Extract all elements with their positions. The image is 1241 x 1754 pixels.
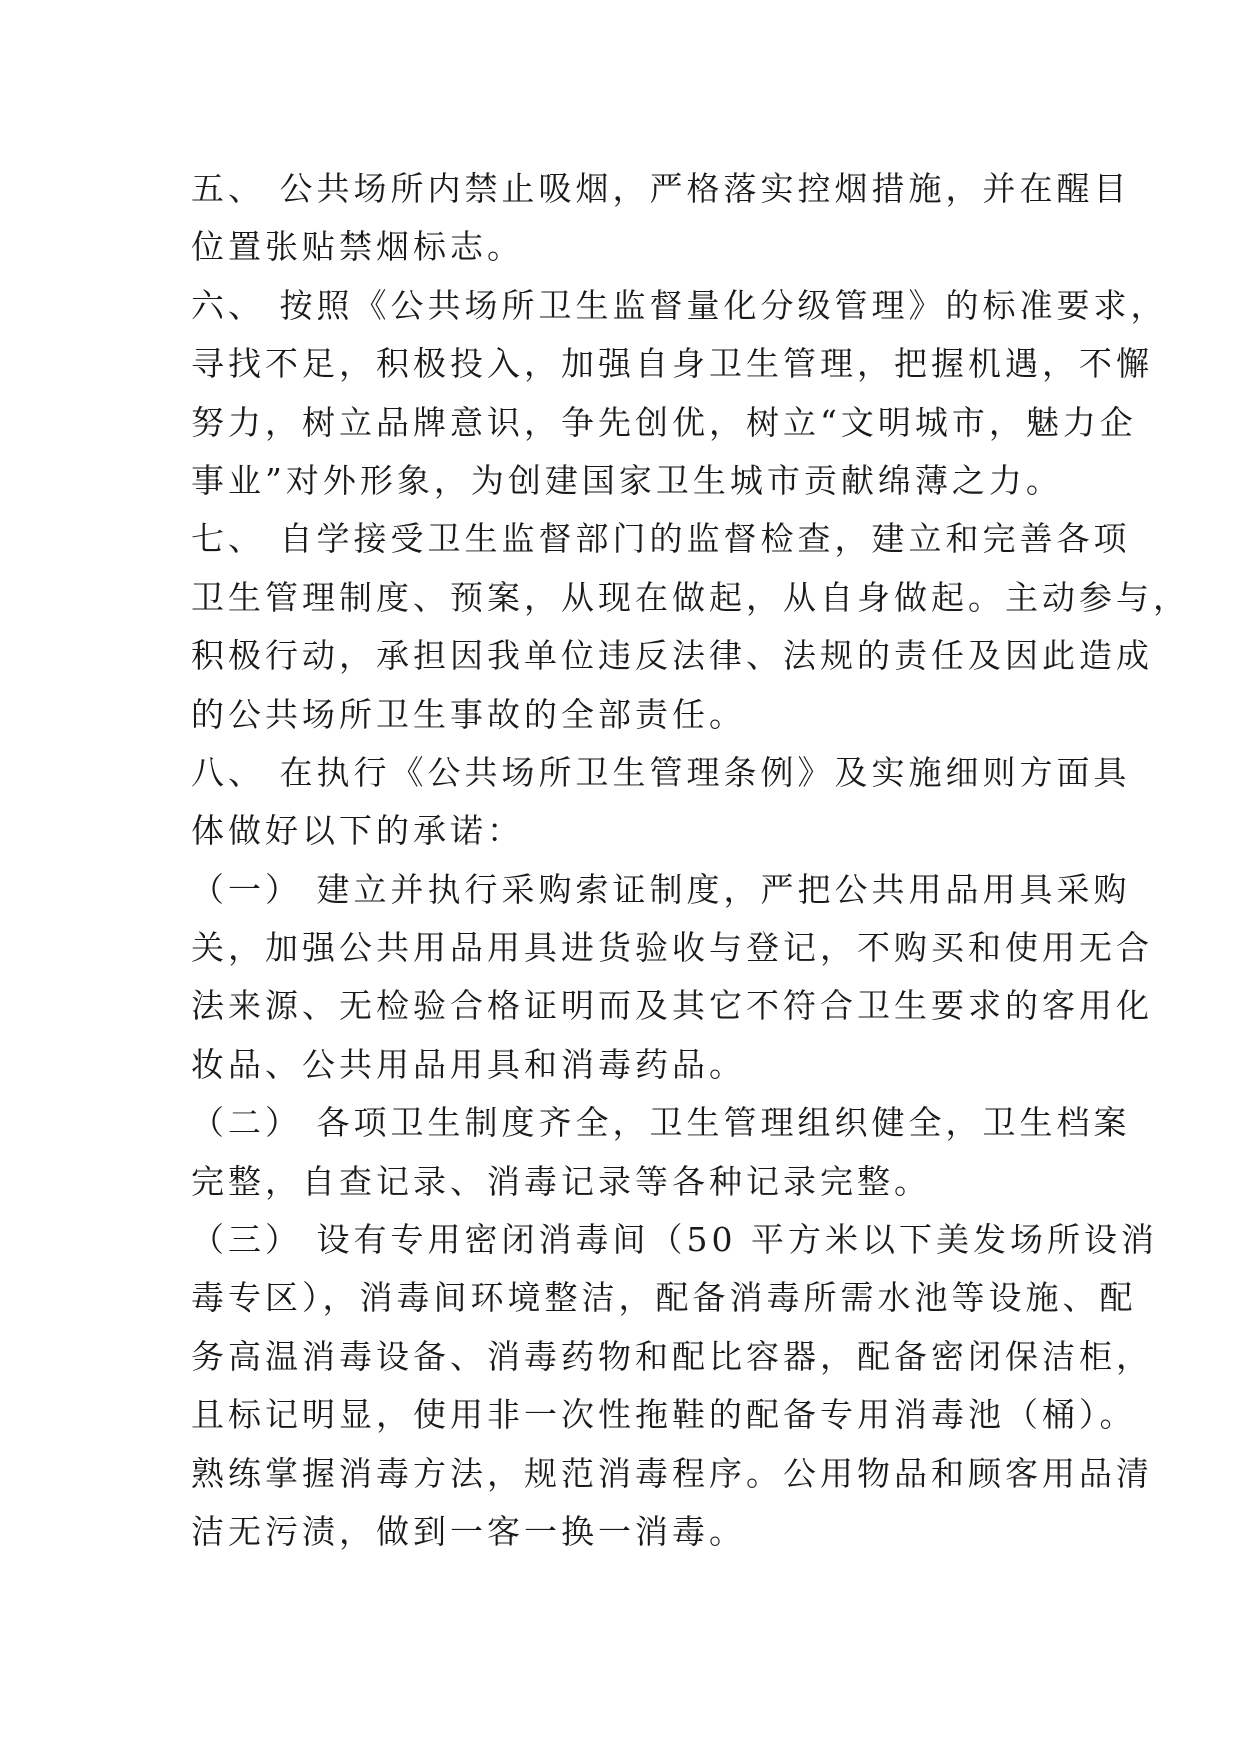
text-line: （三） 设有专用密闭消毒间（50 平方米以下美发场所设消 <box>191 1220 1158 1260</box>
text-line: 法来源、无检验合格证明而及其它不符合卫生要求的客用化 <box>191 986 1153 1026</box>
text-line: 洁无污渍，做到一客一换一消毒。 <box>191 1511 746 1551</box>
text-line: 位置张贴禁烟标志。 <box>191 227 524 267</box>
text-line: 积极行动，承担因我单位违反法律、法规的责任及因此造成 <box>191 636 1153 676</box>
text-line: 七、 自学接受卫生监督部门的监督检查，建立和完善各项 <box>191 519 1131 559</box>
text-line: 关，加强公共用品用具进货验收与登记，不购买和使用无合 <box>191 928 1153 968</box>
text-line: 妆品、公共用品用具和消毒药品。 <box>191 1044 746 1084</box>
text-line: 完整，自查记录、消毒记录等各种记录完整。 <box>191 1161 931 1201</box>
text-line: 六、 按照《公共场所卫生监督量化分级管理》的标准要求， <box>191 285 1168 325</box>
text-line: 五、 公共场所内禁止吸烟，严格落实控烟措施，并在醒目 <box>191 169 1131 208</box>
text-line: （二） 各项卫生制度齐全，卫生管理组织健全，卫生档案 <box>191 1103 1131 1143</box>
text-line: 熟练掌握消毒方法，规范消毒程序。公用物品和顾客用品清 <box>191 1453 1153 1493</box>
text-line: 八、 在执行《公共场所卫生管理条例》及实施细则方面具 <box>191 752 1131 792</box>
document-body <box>191 160 1190 1561</box>
text-line: 毒专区），消毒间环境整洁，配备消毒所需水池等设施、配 <box>191 1278 1137 1318</box>
text-line: （一） 建立并执行采购索证制度，严把公共用品用具采购 <box>191 869 1131 909</box>
text-line: 卫生管理制度、预案，从现在做起，从自身做起。主动参与， <box>191 577 1190 617</box>
text-line: 体做好以下的承诺： <box>191 811 524 851</box>
text-line: 的公共场所卫生事故的全部责任。 <box>191 694 746 734</box>
text-line: 努力，树立品牌意识，争先创优，树立“文明城市，魅力企 <box>191 402 1137 442</box>
text-line: 事业”对外形象，为创建国家卫生城市贡献绵薄之力。 <box>191 460 1063 500</box>
text-line: 务高温消毒设备、消毒药物和配比容器，配备密闭保洁柜， <box>191 1336 1153 1376</box>
text-line: 寻找不足，积极投入，加强自身卫生管理，把握机遇，不懈 <box>191 344 1153 384</box>
text-line: 且标记明显，使用非一次性拖鞋的配备专用消毒池（桶）。 <box>191 1395 1137 1435</box>
